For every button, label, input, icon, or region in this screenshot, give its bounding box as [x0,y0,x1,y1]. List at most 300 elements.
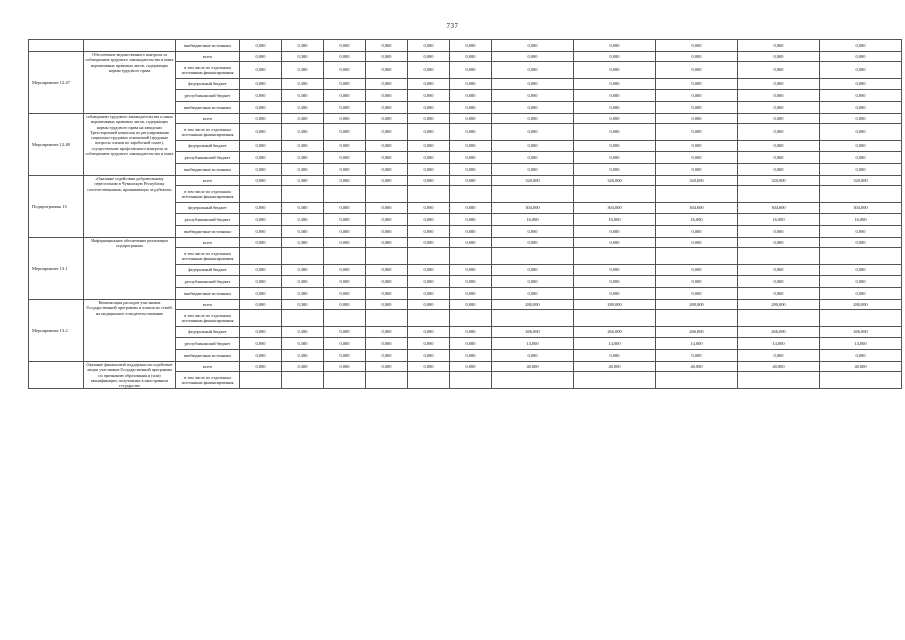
funding-source: внебюджетные источники [176,40,240,52]
amount-cell: 304,000 [738,203,820,214]
amount-cell: 0,000 [450,327,492,338]
amount-cell [408,248,450,265]
amount-cell: 320,000 [492,176,574,186]
amount-cell: 0,000 [492,124,574,141]
amount-cell [450,186,492,203]
amount-cell: 40,000 [820,362,902,372]
amount-cell: 0,000 [366,214,408,226]
amount-cell: 14,000 [574,338,656,350]
amount-cell: 0,300 [282,114,324,124]
amount-cell: 0,000 [450,288,492,300]
amount-cell: 0,000 [408,350,450,362]
amount-cell: 0,000 [820,62,902,79]
amount-cell: 0,000 [574,62,656,79]
amount-cell [366,248,408,265]
amount-cell: 280,000 [738,300,820,310]
amount-cell: 0,000 [240,90,282,102]
amount-cell: 0,000 [450,79,492,90]
amount-cell: 0,000 [656,265,738,276]
amount-cell: 0,000 [408,362,450,372]
amount-cell: 0,000 [574,265,656,276]
amount-cell: 0,000 [492,79,574,90]
amount-cell: 0,000 [408,338,450,350]
amount-cell: 0,000 [820,226,902,238]
amount-cell: 0,000 [240,362,282,372]
amount-cell: 0,000 [408,141,450,152]
amount-cell: 0,000 [408,152,450,164]
amount-cell: 40,000 [492,362,574,372]
amount-cell: 0,000 [240,338,282,350]
amount-cell: 320,000 [820,176,902,186]
amount-cell: 0,300 [282,102,324,114]
amount-cell: 266,000 [656,327,738,338]
measure-description [84,40,176,52]
amount-cell: 40,000 [574,362,656,372]
amount-cell: 0,000 [240,203,282,214]
amount-cell: 0,000 [324,124,366,141]
funding-source: всего [176,52,240,62]
amount-cell: 0,000 [366,124,408,141]
amount-cell: 0,000 [450,176,492,186]
funding-source: внебюджетные источники [176,350,240,362]
amount-cell [366,310,408,327]
amount-cell: 0,000 [240,276,282,288]
amount-cell: 0,000 [820,40,902,52]
amount-cell: 266,000 [492,327,574,338]
amount-cell: 0,000 [574,141,656,152]
amount-cell [366,372,408,389]
amount-cell: 0,000 [656,62,738,79]
amount-cell: 0,000 [492,265,574,276]
measure-description: Оказание финансовой поддержки на содействие лицам участников Государственной программы по признанию образования и (или) квалификации, полученных в иностранном государстве [84,362,176,389]
amount-cell [574,372,656,389]
amount-cell: 0,000 [738,238,820,248]
table-row [29,176,902,186]
page-number: 737 [446,22,459,30]
amount-cell: 0,000 [450,124,492,141]
amount-cell: 0,000 [240,141,282,152]
amount-cell: 0,000 [366,226,408,238]
table-row [29,300,902,310]
funding-source: всего [176,362,240,372]
amount-cell: 0,000 [324,276,366,288]
amount-cell: 0,000 [324,114,366,124]
amount-cell: 0,000 [738,164,820,176]
amount-cell [324,186,366,203]
amount-cell: 14,000 [492,338,574,350]
funding-source: в том числе по отдельным источникам финансирования [176,186,240,203]
amount-cell: 0,000 [366,238,408,248]
amount-cell [656,310,738,327]
amount-cell: 0,000 [366,362,408,372]
amount-cell: 0,000 [450,141,492,152]
amount-cell: 0,000 [240,300,282,310]
amount-cell [738,372,820,389]
funding-source: федеральный бюджет [176,79,240,90]
amount-cell: 0,000 [656,90,738,102]
amount-cell [324,248,366,265]
amount-cell: 0,000 [240,265,282,276]
amount-cell: 0,000 [738,226,820,238]
amount-cell: 0,000 [656,102,738,114]
amount-cell: 0,000 [450,300,492,310]
table-row [29,114,902,124]
amount-cell: 0,300 [282,141,324,152]
amount-cell: 0,000 [408,203,450,214]
funding-source: всего [176,300,240,310]
amount-cell: 0,000 [656,288,738,300]
amount-cell: 0,000 [366,176,408,186]
amount-cell: 0,000 [450,338,492,350]
amount-cell: 0,000 [366,203,408,214]
amount-cell: 0,000 [656,141,738,152]
amount-cell [492,372,574,389]
amount-cell: 0,300 [282,265,324,276]
measure-code [29,40,84,52]
amount-cell: 14,000 [656,338,738,350]
amount-cell: 0,000 [240,214,282,226]
amount-cell: 0,000 [408,265,450,276]
amount-cell: 0,000 [450,102,492,114]
amount-cell: 0,000 [492,40,574,52]
amount-cell: 0,000 [574,238,656,248]
amount-cell: 0,000 [656,152,738,164]
amount-cell: 0,000 [574,226,656,238]
amount-cell: 0,000 [492,288,574,300]
table-row [29,52,902,62]
amount-cell: 0,000 [738,90,820,102]
amount-cell [574,310,656,327]
amount-cell: 0,300 [282,327,324,338]
amount-cell: 0,000 [656,164,738,176]
amount-cell: 0,000 [366,276,408,288]
amount-cell: 0,000 [574,124,656,141]
amount-cell [574,248,656,265]
table-row [29,362,902,372]
measure-description: Компенсация расходов участников Государственной программы и членов их семей, на медицинское освидетельствование [84,300,176,362]
amount-cell: 0,000 [574,52,656,62]
amount-cell [656,186,738,203]
amount-cell: 0,000 [450,226,492,238]
amount-cell [408,372,450,389]
amount-cell: 0,000 [738,102,820,114]
amount-cell: 0,000 [656,40,738,52]
amount-cell: 0,000 [450,52,492,62]
amount-cell [738,186,820,203]
funding-source: внебюджетные источники [176,102,240,114]
amount-cell: 0,300 [282,62,324,79]
measure-description: Информационное обеспечение реализации подпрограммы [84,238,176,300]
amount-cell [366,186,408,203]
amount-cell: 0,000 [240,40,282,52]
amount-cell: 0,000 [240,238,282,248]
amount-cell: 0,000 [366,141,408,152]
amount-cell: 0,000 [366,90,408,102]
amount-cell: 14,000 [820,338,902,350]
amount-cell: 0,000 [366,164,408,176]
amount-cell: 0,000 [450,265,492,276]
amount-cell: 0,000 [366,152,408,164]
amount-cell: 304,000 [656,203,738,214]
amount-cell: 0,000 [366,327,408,338]
amount-cell: 0,000 [324,62,366,79]
amount-cell: 0,000 [738,52,820,62]
amount-cell: 0,000 [366,265,408,276]
measure-code: Мероприятие 13.1 [29,238,84,300]
amount-cell: 0,000 [656,350,738,362]
amount-cell: 0,000 [450,276,492,288]
amount-cell: 0,000 [574,102,656,114]
amount-cell [240,310,282,327]
amount-cell: 0,000 [240,102,282,114]
amount-cell: 0,000 [820,102,902,114]
funding-source: республиканский бюджет [176,338,240,350]
amount-cell: 0,000 [450,203,492,214]
amount-cell: 0,000 [408,124,450,141]
amount-cell: 0,000 [450,350,492,362]
amount-cell: 0,000 [240,152,282,164]
amount-cell: 0,000 [450,214,492,226]
amount-cell: 0,000 [574,276,656,288]
amount-cell: 0,000 [492,164,574,176]
amount-cell: 0,000 [820,152,902,164]
funding-source: внебюджетные источники [176,164,240,176]
amount-cell [282,186,324,203]
amount-cell: 0,000 [738,276,820,288]
amount-cell: 0,000 [738,62,820,79]
amount-cell: 0,000 [574,350,656,362]
amount-cell: 0,000 [240,114,282,124]
amount-cell [282,372,324,389]
amount-cell: 0,300 [282,176,324,186]
amount-cell: 0,300 [282,40,324,52]
amount-cell: 0,000 [492,102,574,114]
amount-cell: 16,000 [820,214,902,226]
amount-cell: 0,000 [820,124,902,141]
funding-source: всего [176,114,240,124]
amount-cell: 14,000 [738,338,820,350]
amount-cell: 0,000 [408,214,450,226]
amount-cell: 0,000 [408,90,450,102]
amount-cell: 0,000 [324,238,366,248]
amount-cell: 0,000 [240,79,282,90]
measure-code [29,362,84,389]
amount-cell: 0,000 [324,79,366,90]
amount-cell: 0,300 [282,152,324,164]
amount-cell: 0,000 [324,300,366,310]
amount-cell: 280,000 [574,300,656,310]
amount-cell: 320,000 [738,176,820,186]
amount-cell: 0,300 [282,362,324,372]
amount-cell: 0,000 [492,141,574,152]
amount-cell: 0,300 [282,238,324,248]
amount-cell: 0,000 [656,238,738,248]
amount-cell: 304,000 [492,203,574,214]
funding-source: в том числе по отдельным источникам финансирования [176,248,240,265]
amount-cell: 0,000 [324,338,366,350]
amount-cell: 0,000 [408,276,450,288]
amount-cell: 0,000 [738,152,820,164]
amount-cell: 0,000 [738,288,820,300]
amount-cell: 16,000 [738,214,820,226]
amount-cell: 0,000 [324,288,366,300]
amount-cell: 0,000 [240,350,282,362]
amount-cell: 304,000 [820,203,902,214]
amount-cell: 0,000 [366,62,408,79]
amount-cell: 0,300 [282,338,324,350]
amount-cell: 0,000 [450,152,492,164]
amount-cell [738,310,820,327]
amount-cell: 0,000 [656,276,738,288]
amount-cell [492,310,574,327]
amount-cell: 0,000 [408,52,450,62]
amount-cell: 0,000 [820,164,902,176]
amount-cell: 0,000 [324,52,366,62]
amount-cell [324,372,366,389]
amount-cell: 0,000 [324,40,366,52]
amount-cell: 0,000 [408,238,450,248]
amount-cell: 0,000 [324,350,366,362]
amount-cell: 0,000 [324,327,366,338]
funding-source: республиканский бюджет [176,276,240,288]
amount-cell: 0,300 [282,226,324,238]
funding-source: федеральный бюджет [176,327,240,338]
table-row [29,238,902,248]
amount-cell: 266,000 [820,327,902,338]
amount-cell [408,310,450,327]
amount-cell [738,248,820,265]
amount-cell: 0,000 [656,52,738,62]
amount-cell: 0,000 [450,40,492,52]
measure-description: Обеспечение ведомственного контроля за соблюдением трудового законодательства и иных нормативных правовых актов, содержащих нормы трудового права [84,52,176,114]
amount-cell: 304,000 [574,203,656,214]
amount-cell: 0,000 [408,226,450,238]
amount-cell: 0,000 [738,141,820,152]
amount-cell: 0,000 [366,300,408,310]
amount-cell: 0,000 [574,90,656,102]
amount-cell: 0,000 [240,288,282,300]
amount-cell: 0,000 [820,79,902,90]
amount-cell [450,310,492,327]
funding-source: в том числе по отдельным источникам финансирования [176,372,240,389]
amount-cell: 40,000 [738,362,820,372]
amount-cell: 0,000 [656,124,738,141]
funding-source: республиканский бюджет [176,152,240,164]
amount-cell: 16,000 [492,214,574,226]
amount-cell: 0,000 [366,288,408,300]
amount-cell: 0,000 [324,164,366,176]
amount-cell [282,310,324,327]
amount-cell: 0,000 [820,141,902,152]
amount-cell: 0,300 [282,90,324,102]
amount-cell: 0,300 [282,164,324,176]
funding-source: в том числе по отдельным источникам финансирования [176,62,240,79]
funding-source: федеральный бюджет [176,203,240,214]
amount-cell: 0,000 [366,350,408,362]
measure-description: соблюдению трудового законодательства и иных нормативных правовых актов, содержащих нормы трудового права на заводских Трехсторонней комиссии по регулированию социально-трудовых отношений (трудовые вопросы членов по заработной плате), осуществление профсоюзного контроля за соблюдением трудового законодательства и иных [84,114,176,176]
amount-cell: 0,000 [820,52,902,62]
amount-cell: 0,000 [574,288,656,300]
amount-cell: 0,000 [366,40,408,52]
amount-cell: 0,000 [656,79,738,90]
amount-cell: 0,000 [240,164,282,176]
amount-cell: 0,000 [574,164,656,176]
amount-cell [820,310,902,327]
amount-cell [492,248,574,265]
amount-cell: 0,000 [492,350,574,362]
amount-cell [240,372,282,389]
amount-cell: 0,000 [492,276,574,288]
amount-cell: 0,000 [240,327,282,338]
amount-cell: 0,000 [324,176,366,186]
amount-cell: 0,000 [408,327,450,338]
amount-cell: 0,000 [450,62,492,79]
table-row [29,40,902,52]
amount-cell: 0,300 [282,124,324,141]
amount-cell: 0,000 [492,52,574,62]
amount-cell: 0,000 [820,350,902,362]
amount-cell: 0,000 [240,226,282,238]
amount-cell [408,186,450,203]
amount-cell: 0,300 [282,288,324,300]
amount-cell: 0,300 [282,350,324,362]
amount-cell: 0,000 [574,40,656,52]
amount-cell: 266,000 [738,327,820,338]
amount-cell: 0,000 [366,52,408,62]
amount-cell: 0,000 [408,114,450,124]
amount-cell: 0,000 [820,265,902,276]
amount-cell: 320,000 [656,176,738,186]
amount-cell: 0,000 [324,214,366,226]
amount-cell: 0,000 [492,226,574,238]
amount-cell: 0,000 [408,176,450,186]
amount-cell: 0,000 [574,114,656,124]
amount-cell [492,186,574,203]
funding-source: внебюджетные источники [176,288,240,300]
amount-cell: 0,000 [820,114,902,124]
amount-cell: 0,000 [738,79,820,90]
amount-cell: 0,000 [820,288,902,300]
amount-cell: 0,000 [324,141,366,152]
amount-cell: 0,000 [492,90,574,102]
amount-cell [656,372,738,389]
funding-source: всего [176,176,240,186]
amount-cell: 0,000 [240,52,282,62]
amount-cell: 0,000 [492,62,574,79]
budget-table [28,39,902,389]
amount-cell: 0,000 [450,164,492,176]
amount-cell: 0,000 [408,62,450,79]
amount-cell [656,248,738,265]
amount-cell: 0,000 [450,238,492,248]
amount-cell: 0,000 [492,114,574,124]
amount-cell: 0,000 [492,152,574,164]
amount-cell: 0,000 [324,265,366,276]
amount-cell [450,372,492,389]
amount-cell: 16,000 [574,214,656,226]
amount-cell: 0,000 [324,203,366,214]
funding-source: федеральный бюджет [176,141,240,152]
amount-cell: 0,000 [450,362,492,372]
amount-cell [574,186,656,203]
amount-cell: 0,000 [240,124,282,141]
amount-cell: 0,000 [574,79,656,90]
amount-cell [450,248,492,265]
measure-code: Мероприятие 12.48 [29,114,84,176]
amount-cell: 0,300 [282,300,324,310]
amount-cell: 0,000 [738,124,820,141]
amount-cell: 0,000 [408,40,450,52]
